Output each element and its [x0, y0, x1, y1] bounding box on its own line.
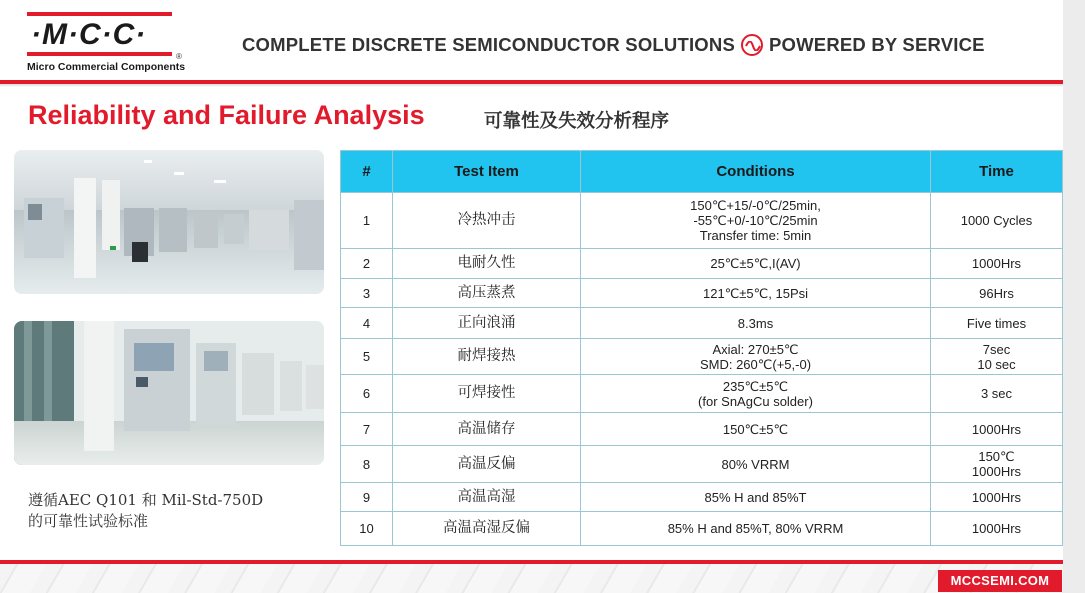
footer-pattern	[0, 564, 1063, 593]
condition-line: -55℃+0/-10℃/25min	[693, 213, 818, 228]
time-line: 1000Hrs	[971, 489, 1022, 505]
lab-photo-1	[14, 150, 324, 294]
test-time	[931, 193, 1063, 249]
table-row	[341, 279, 1063, 308]
time-line: 1000Hrs	[971, 464, 1022, 479]
column-header-number: #	[341, 151, 393, 193]
row-number: 1	[341, 193, 393, 249]
row-number: 8	[341, 446, 393, 483]
test-conditions	[581, 512, 931, 546]
table-row	[341, 413, 1063, 446]
caption-line-1: 遵循AEC Q101 和 Mil-Std-750D	[28, 491, 264, 509]
test-time	[931, 483, 1063, 512]
row-number: 3	[341, 279, 393, 308]
test-conditions	[581, 413, 931, 446]
test-item: 可焊接性	[393, 375, 581, 413]
time-line: 7sec	[982, 341, 1011, 357]
table-row	[341, 193, 1063, 249]
time-line: 1000Hrs	[971, 521, 1022, 536]
test-conditions	[581, 375, 931, 413]
column-header-time: Time	[931, 151, 1063, 193]
website-badge[interactable]: MCCSEMI.COM	[938, 570, 1062, 592]
condition-line: 85% H and 85%T, 80% VRRM	[667, 521, 844, 536]
condition-line: 121℃±5℃, 15Psi	[703, 285, 808, 301]
condition-line: Transfer time: 5min	[699, 228, 812, 243]
test-time	[931, 512, 1063, 546]
test-item: 高温反偏	[393, 446, 581, 483]
test-time	[931, 375, 1063, 413]
table-row	[341, 308, 1063, 339]
table-row	[341, 249, 1063, 279]
table-row	[341, 339, 1063, 375]
logo-bottom-bar	[27, 52, 172, 56]
test-item: 耐焊接热	[393, 339, 581, 375]
slide-edge	[1063, 0, 1085, 593]
table-row	[341, 512, 1063, 546]
condition-line: Axial: 270±5℃	[712, 341, 799, 357]
tagline-right: POWERED BY SERVICE	[769, 34, 985, 55]
row-number: 10	[341, 512, 393, 546]
table-row	[341, 375, 1063, 413]
row-number: 5	[341, 339, 393, 375]
table-row	[341, 483, 1063, 512]
time-line: 3 sec	[980, 386, 1013, 401]
test-item: 电耐久性	[393, 249, 581, 279]
time-line: 150℃	[978, 449, 1015, 464]
test-conditions	[581, 279, 931, 308]
logo-text: ·M·C·C·	[31, 18, 147, 51]
test-conditions	[581, 483, 931, 512]
column-header-conditions: Conditions	[581, 151, 931, 193]
condition-line: SMD: 260℃(+5,-0)	[699, 356, 812, 372]
condition-line: 150℃+15/-0℃/25min,	[690, 198, 821, 213]
tagline	[242, 34, 985, 56]
row-number: 7	[341, 413, 393, 446]
condition-line: (for SnAgCu solder)	[698, 393, 813, 409]
row-number: 4	[341, 308, 393, 339]
row-number: 6	[341, 375, 393, 413]
condition-line: 150℃±5℃	[722, 421, 789, 437]
condition-line: 25℃±5℃,I(AV)	[710, 256, 801, 271]
test-time	[931, 413, 1063, 446]
logo-top-bar	[27, 12, 172, 16]
test-conditions	[581, 446, 931, 483]
test-item: 高压蒸煮	[393, 279, 581, 308]
test-conditions	[581, 193, 931, 249]
registered-mark: ®	[176, 52, 182, 61]
mcc-logo	[27, 12, 186, 76]
test-item: 正向浪涌	[393, 308, 581, 339]
test-time	[931, 308, 1063, 339]
page-title: Reliability and Failure Analysis	[28, 100, 425, 130]
sine-wave-icon	[741, 34, 763, 56]
time-line: Five times	[966, 315, 1027, 331]
row-number: 2	[341, 249, 393, 279]
test-item: 高温储存	[393, 413, 581, 446]
condition-line: 8.3ms	[737, 315, 774, 331]
caption-line-2: 的可靠性试验标准	[28, 512, 149, 530]
condition-line: 80% VRRM	[721, 456, 790, 472]
standards-caption	[28, 490, 263, 532]
column-header-test-item: Test Item	[393, 151, 581, 193]
test-item: 高温高湿反偏	[393, 512, 581, 546]
reliability-test-table	[340, 150, 1063, 546]
tagline-left: COMPLETE DISCRETE SEMICONDUCTOR SOLUTIONS	[242, 34, 735, 55]
table-header-row	[341, 151, 1063, 193]
condition-line: 85% H and 85%T	[704, 489, 807, 505]
test-conditions	[581, 308, 931, 339]
time-line: 1000Hrs	[971, 256, 1022, 271]
test-conditions	[581, 339, 931, 375]
time-line: 1000Hrs	[971, 421, 1022, 437]
table-row	[341, 446, 1063, 483]
header-divider-shadow	[0, 84, 1063, 87]
time-line: 10 sec	[977, 356, 1016, 372]
time-line: 1000 Cycles	[960, 213, 1033, 228]
test-item: 高温高湿	[393, 483, 581, 512]
condition-line: 235℃±5℃	[722, 378, 789, 394]
lab-photo-2	[14, 321, 324, 465]
test-time	[931, 446, 1063, 483]
test-time	[931, 249, 1063, 279]
test-conditions	[581, 249, 931, 279]
logo-company-name: Micro Commercial Components	[27, 61, 186, 73]
test-time	[931, 339, 1063, 375]
test-item: 冷热冲击	[393, 193, 581, 249]
time-line: 96Hrs	[979, 285, 1014, 301]
page-title-chinese: 可靠性及失效分析程序	[484, 111, 670, 132]
row-number: 9	[341, 483, 393, 512]
test-time	[931, 279, 1063, 308]
